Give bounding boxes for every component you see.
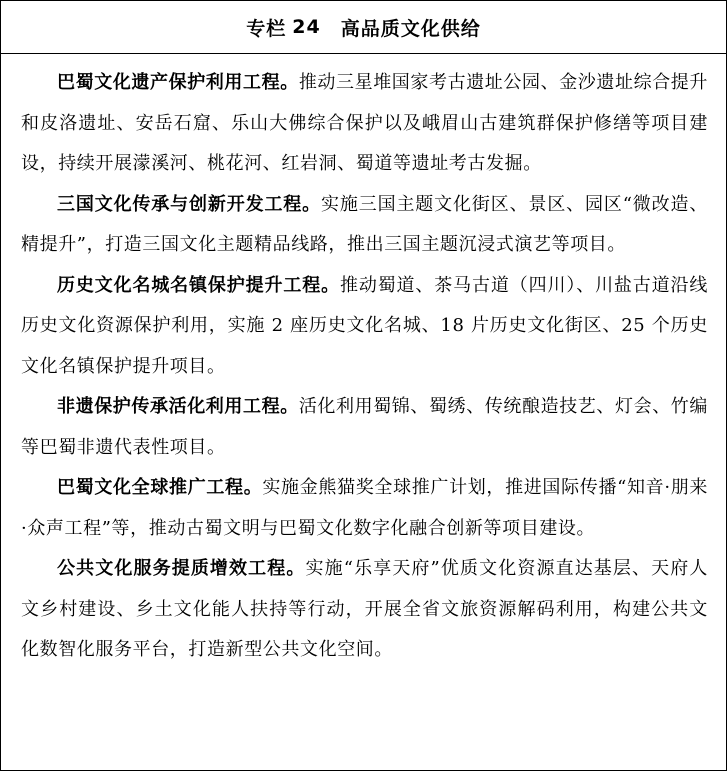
paragraph-body: 实施金熊猫奖全球推广计划，推进国际传播“知音·朋来·众声工程”等，推动古蜀文明与巴蜀文化数字化融合创新等项目建设。 (21, 477, 708, 539)
paragraph-heading: 巴蜀文化全球推广工程。 (57, 477, 263, 498)
paragraph-body: 实施三国主题文化街区、景区、园区“微改造、精提升”，打造三国文化主题精品线路，推出三国主题沉浸式演艺等项目。 (21, 193, 708, 255)
paragraph-global-promotion (21, 468, 708, 549)
column-title: 高品质文化供给 (340, 17, 481, 40)
paragraph-public-culture (21, 549, 708, 671)
paragraph-heading: 公共文化服务提质增效工程。 (57, 558, 306, 579)
paragraph-historic-towns (21, 266, 708, 388)
column-header (1, 1, 726, 54)
paragraph-heading: 巴蜀文化遗产保护利用工程。 (57, 72, 299, 93)
column-label: 专栏 (246, 17, 287, 40)
paragraph-body: 推动蜀道、茶马古道（四川）、川盐古道沿线历史文化资源保护利用，实施 2 座历史文化名城、18 片历史文化街区、25 个历史文化名镇保护提升项目。 (21, 274, 708, 377)
paragraph-body: 推动三星堆国家考古遗址公园、金沙遗址综合提升和皮洛遗址、安岳石窟、乐山大佛综合保护以及峨眉山古建筑群保护修缮等项目建设，持续开展濛溪河、桃花河、红岩洞、蜀道等遗址考古发掘。 (21, 72, 709, 174)
paragraph-heading: 三国文化传承与创新开发工程。 (57, 193, 322, 215)
column-content (1, 54, 726, 671)
paragraph-heritage (21, 63, 708, 185)
paragraph-heading: 历史文化名城名镇保护提升工程。 (57, 274, 340, 296)
paragraph-intangible-heritage (21, 387, 708, 468)
paragraph-body: 实施“乐享天府”优质文化资源直达基层、天府人文乡村建设、乡土文化能人扶持等行动，开展全省文旅资源解码利用，构建公共文化数智化服务平台，打造新型公共文化空间。 (21, 558, 708, 660)
column-number: 24 (292, 16, 321, 38)
paragraph-body: 活化利用蜀锦、蜀绣、传统酿造技艺、灯会、竹编等巴蜀非遗代表性项目。 (21, 396, 709, 458)
paragraph-heading: 非遗保护传承活化利用工程。 (57, 396, 299, 417)
paragraph-three-kingdoms (21, 185, 708, 266)
